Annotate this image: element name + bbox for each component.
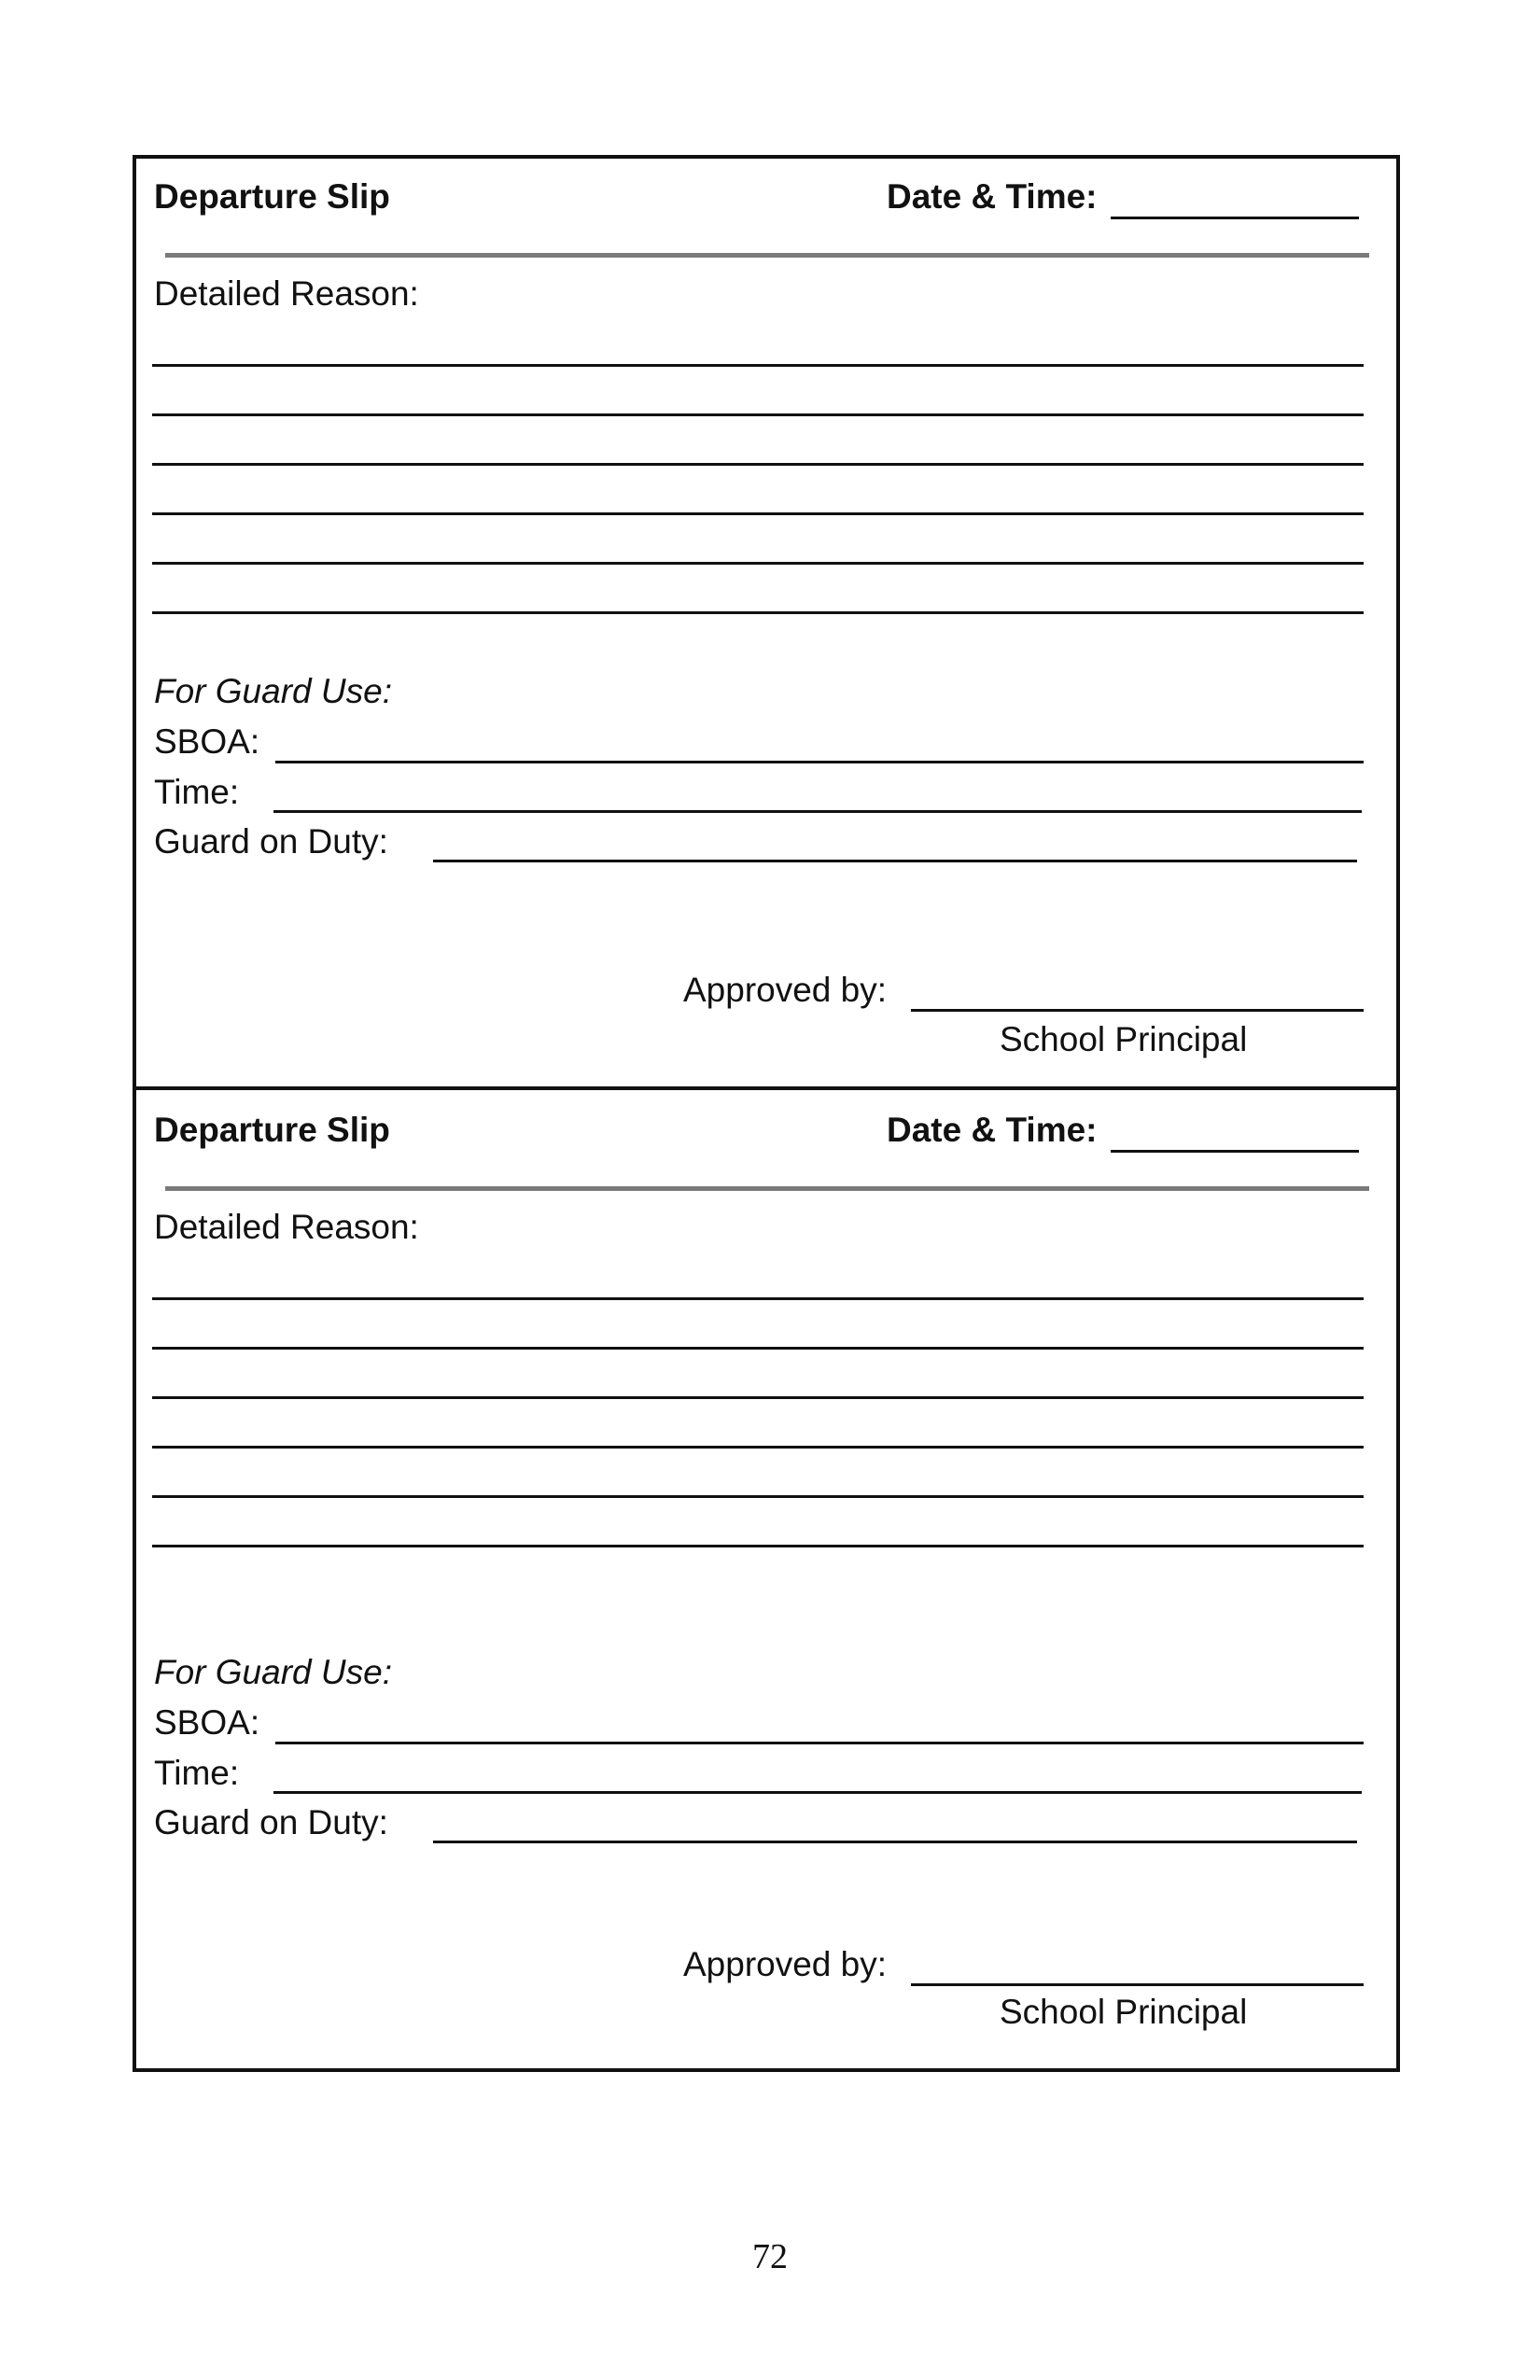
date-time-label: Date & Time: [887,177,1098,216]
date-time-field[interactable] [1111,1150,1359,1153]
sboa-label: SBOA: [154,1703,260,1742]
departure-slip-top [133,155,1400,1088]
reason-line-6[interactable] [152,1545,1364,1547]
slip-title: Departure Slip [154,177,390,216]
reason-line-1[interactable] [152,1297,1364,1300]
sboa-label: SBOA: [154,722,260,761]
detailed-reason-label: Detailed Reason: [154,1208,419,1246]
header-separator [165,1186,1369,1191]
page-number: 72 [752,2237,788,2276]
departure-slip-bottom [133,1088,1400,2031]
reason-line-5[interactable] [152,562,1364,565]
guard-use-label: For Guard Use: [154,672,392,710]
school-principal-label: School Principal [1000,1020,1248,1058]
reason-line-6[interactable] [152,611,1364,614]
time-label: Time: [154,773,240,811]
reason-line-2[interactable] [152,1347,1364,1350]
school-principal-label: School Principal [1000,1993,1248,2031]
reason-line-4[interactable] [152,512,1364,515]
reason-line-5[interactable] [152,1495,1364,1498]
guard-use-label: For Guard Use: [154,1653,392,1691]
sboa-field[interactable] [275,1742,1364,1744]
reason-line-3[interactable] [152,1396,1364,1399]
guard-on-duty-label: Guard on Duty: [154,822,388,861]
time-field[interactable] [273,810,1362,813]
approved-by-signature-field[interactable] [911,1009,1364,1012]
reason-line-2[interactable] [152,413,1364,416]
approved-by-label: Approved by: [683,1945,888,1983]
guard-on-duty-label: Guard on Duty: [154,1803,388,1841]
date-time-label: Date & Time: [887,1111,1098,1149]
date-time-field[interactable] [1111,217,1359,219]
approved-by-signature-field[interactable] [911,1983,1364,1986]
sboa-field[interactable] [275,761,1364,763]
slip-title: Departure Slip [154,1111,390,1149]
header-separator [165,253,1369,258]
guard-on-duty-field[interactable] [433,860,1357,862]
detailed-reason-label: Detailed Reason: [154,274,419,313]
reason-line-3[interactable] [152,463,1364,466]
time-label: Time: [154,1754,240,1792]
reason-line-4[interactable] [152,1446,1364,1449]
time-field[interactable] [273,1791,1362,1794]
reason-line-1[interactable] [152,364,1364,367]
guard-on-duty-field[interactable] [433,1841,1357,1843]
approved-by-label: Approved by: [683,971,888,1009]
